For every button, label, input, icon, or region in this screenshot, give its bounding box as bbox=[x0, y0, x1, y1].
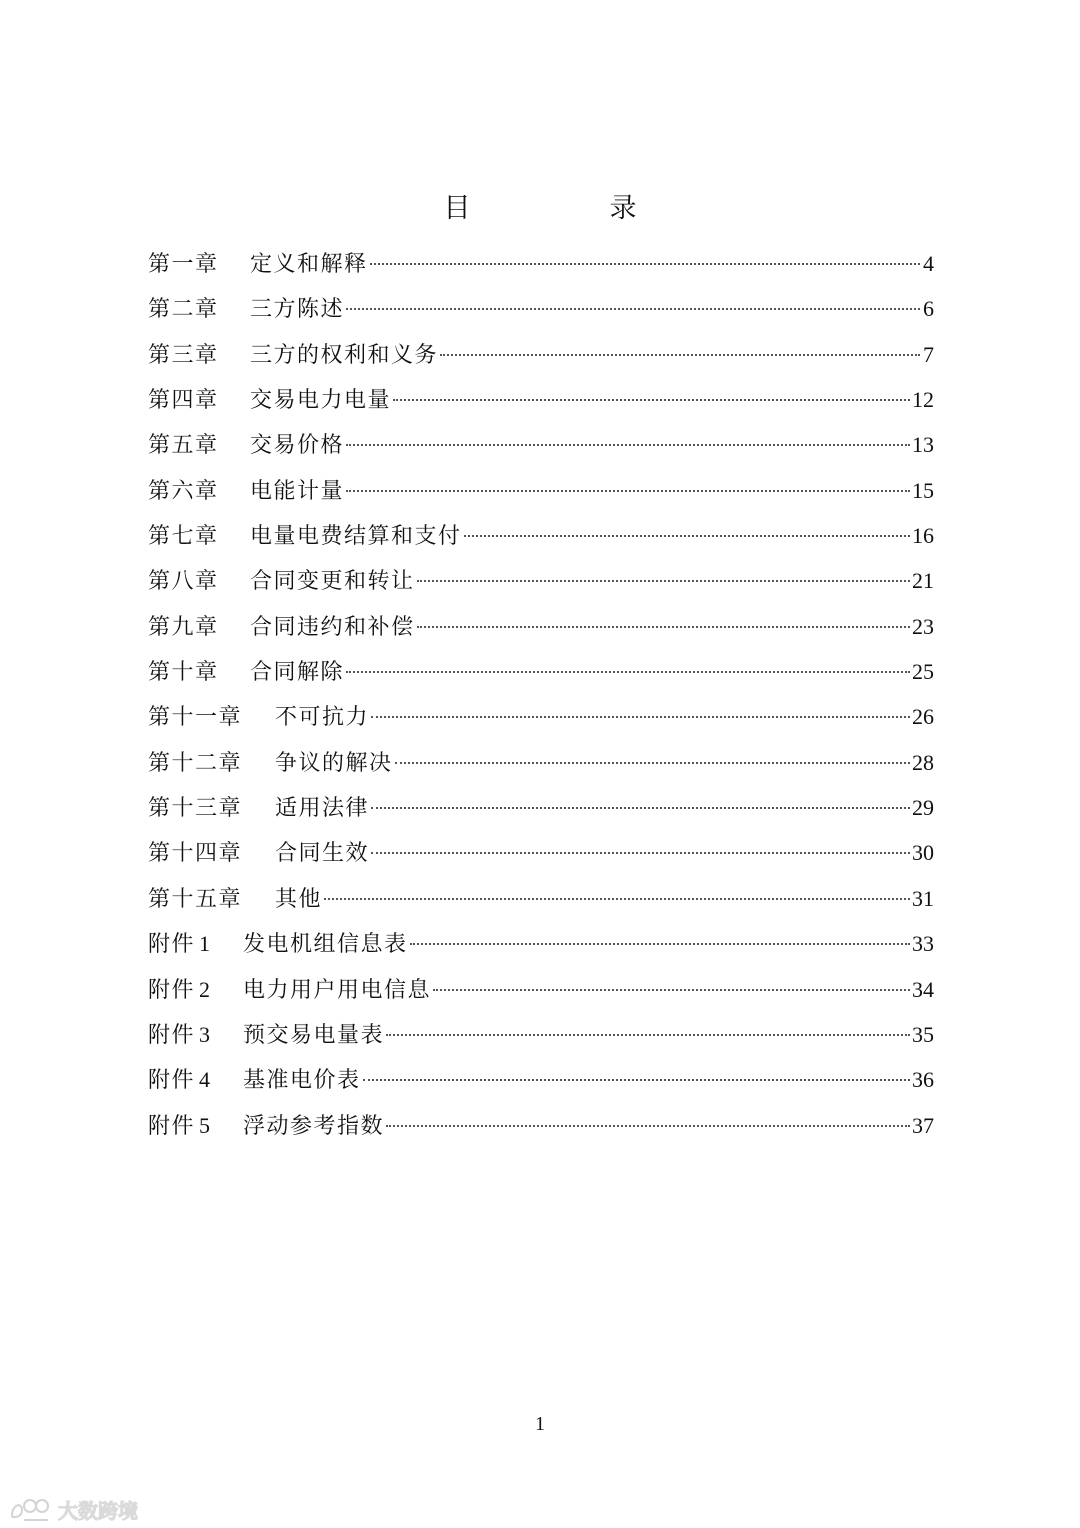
toc-entry-label-text: 第十二章 bbox=[148, 750, 243, 776]
toc-entry-page: 13 bbox=[912, 432, 934, 458]
toc-dot-leader bbox=[346, 444, 910, 446]
toc-dot-leader bbox=[324, 898, 910, 900]
toc-dot-leader bbox=[346, 671, 910, 673]
toc-entry-title: 基准电价表 bbox=[243, 1068, 361, 1094]
toc-entry-title: 定义和解释 bbox=[250, 252, 368, 277]
toc-entry-title: 三方陈述 bbox=[250, 297, 345, 323]
toc-entry-label bbox=[148, 608, 250, 648]
toc-entry-label bbox=[148, 245, 250, 285]
toc-entry-label bbox=[148, 562, 250, 602]
toc-entry[interactable] bbox=[148, 1106, 934, 1151]
toc-entry-label bbox=[148, 744, 275, 784]
toc-entry[interactable] bbox=[148, 833, 934, 878]
toc-entry-title: 电力用户用电信息 bbox=[243, 977, 432, 1003]
toc-entry-label bbox=[148, 1106, 243, 1147]
toc-entry-label-text: 第六章 bbox=[148, 478, 219, 504]
toc-dot-leader bbox=[464, 535, 910, 537]
toc-entry[interactable] bbox=[148, 652, 934, 697]
toc-dot-leader bbox=[410, 943, 910, 945]
dashuju-logo-icon bbox=[8, 1494, 54, 1524]
page-number: 1 bbox=[535, 1413, 545, 1435]
toc-entry-title: 争议的解决 bbox=[275, 750, 393, 776]
toc-entry-page: 15 bbox=[912, 477, 934, 503]
toc-dot-leader bbox=[395, 762, 910, 764]
toc-entry-title: 不可抗力 bbox=[275, 705, 370, 731]
toc-entry[interactable] bbox=[148, 244, 934, 289]
toc-entry-page: 37 bbox=[912, 1112, 934, 1138]
toc-dot-leader bbox=[346, 490, 910, 492]
toc-entry-page: 4 bbox=[923, 251, 934, 276]
toc-entry-label bbox=[148, 970, 243, 1011]
toc-entry-title: 交易电力电量 bbox=[250, 388, 392, 414]
toc-entry[interactable] bbox=[148, 788, 934, 833]
toc-dot-leader bbox=[346, 308, 920, 310]
toc-dot-leader bbox=[433, 989, 910, 991]
toc-entry-title: 其他 bbox=[275, 886, 323, 912]
toc-entry-label bbox=[148, 336, 250, 376]
toc-entry-page: 12 bbox=[912, 387, 934, 413]
toc-dot-leader bbox=[386, 1125, 910, 1127]
toc-entry-label bbox=[148, 472, 250, 512]
toc-entry[interactable] bbox=[148, 1060, 934, 1105]
toc-entry[interactable] bbox=[148, 471, 934, 516]
toc-entry-label-text: 第十章 bbox=[148, 660, 219, 686]
toc-entry-label bbox=[148, 381, 250, 421]
toc-entry-label-text: 附件 bbox=[148, 932, 196, 958]
toc-entry-label-text: 第八章 bbox=[148, 569, 219, 595]
watermark bbox=[8, 1494, 138, 1524]
toc-entry[interactable] bbox=[148, 607, 934, 652]
toc-entry-title: 适用法律 bbox=[275, 796, 370, 822]
toc-entry-number: 4 bbox=[199, 1067, 211, 1093]
toc-entry[interactable] bbox=[148, 970, 934, 1015]
toc-entry-label-text: 第二章 bbox=[148, 297, 219, 323]
toc-entry-number: 5 bbox=[199, 1112, 211, 1138]
toc-dot-leader bbox=[363, 1079, 910, 1081]
toc-entry-title: 合同变更和转让 bbox=[250, 569, 415, 595]
toc-entry-page: 31 bbox=[912, 885, 934, 911]
toc-entry-label-text: 第五章 bbox=[148, 433, 219, 459]
toc-entry[interactable] bbox=[148, 335, 934, 380]
toc-entry-page: 30 bbox=[912, 840, 934, 866]
toc-entry-title: 发电机组信息表 bbox=[243, 932, 408, 958]
toc-entry-label-text: 第十四章 bbox=[148, 841, 243, 867]
toc-entry-label bbox=[148, 880, 275, 920]
toc-dot-leader bbox=[371, 807, 910, 809]
toc-title: 目 录 bbox=[443, 193, 693, 224]
toc-entry-page: 16 bbox=[912, 523, 934, 549]
toc-entry-label bbox=[148, 789, 275, 829]
toc-entry-title: 电能计量 bbox=[250, 478, 345, 504]
toc-list bbox=[148, 244, 934, 1151]
toc-entry[interactable] bbox=[148, 879, 934, 924]
toc-dot-leader bbox=[371, 716, 910, 718]
toc-entry-page: 34 bbox=[912, 976, 934, 1002]
toc-entry-page: 25 bbox=[912, 659, 934, 685]
toc-entry-label-text: 第十五章 bbox=[148, 886, 243, 912]
toc-dot-leader bbox=[417, 626, 910, 628]
watermark-text: 大数跨境 bbox=[58, 1498, 138, 1523]
toc-entry-label-text: 第四章 bbox=[148, 388, 219, 414]
toc-entry-number: 2 bbox=[199, 976, 211, 1002]
toc-dot-leader bbox=[440, 354, 920, 356]
toc-entry-label bbox=[148, 924, 243, 965]
toc-entry-label-text: 附件 bbox=[148, 1022, 196, 1048]
toc-entry-page: 35 bbox=[912, 1021, 934, 1047]
toc-entry[interactable] bbox=[148, 425, 934, 470]
toc-entry-title: 合同生效 bbox=[275, 841, 370, 867]
toc-entry-page: 36 bbox=[912, 1067, 934, 1093]
toc-entry[interactable] bbox=[148, 380, 934, 425]
toc-entry-label bbox=[148, 1015, 243, 1056]
toc-entry-page: 21 bbox=[912, 568, 934, 594]
toc-entry-title: 交易价格 bbox=[250, 433, 345, 459]
toc-dot-leader bbox=[371, 852, 910, 854]
toc-entry-number: 3 bbox=[199, 1021, 211, 1047]
toc-entry-page: 29 bbox=[912, 795, 934, 821]
toc-entry[interactable] bbox=[148, 561, 934, 606]
toc-dot-leader bbox=[417, 580, 910, 582]
toc-entry-page: 33 bbox=[912, 931, 934, 957]
toc-entry[interactable] bbox=[148, 1015, 934, 1060]
toc-entry-label-text: 第七章 bbox=[148, 524, 219, 550]
toc-entry-label bbox=[148, 653, 250, 693]
toc-entry-page: 7 bbox=[923, 341, 934, 367]
toc-entry-title: 合同违约和补偿 bbox=[250, 614, 415, 640]
toc-entry-title: 预交易电量表 bbox=[243, 1022, 385, 1048]
toc-entry-title: 三方的权利和义务 bbox=[250, 342, 439, 368]
toc-entry-label-text: 附件 bbox=[148, 1068, 196, 1094]
toc-entry-label-text: 附件 bbox=[148, 977, 196, 1003]
toc-entry-title: 浮动参考指数 bbox=[243, 1113, 385, 1139]
toc-entry-label bbox=[148, 698, 275, 738]
toc-entry-title: 电量电费结算和支付 bbox=[250, 524, 462, 550]
toc-dot-leader bbox=[386, 1034, 910, 1036]
toc-entry-label-text: 第十一章 bbox=[148, 705, 243, 731]
toc-entry-label-text: 第十三章 bbox=[148, 796, 243, 822]
toc-entry-page: 6 bbox=[923, 296, 934, 322]
toc-entry-page: 26 bbox=[912, 704, 934, 730]
toc-entry[interactable] bbox=[148, 743, 934, 788]
toc-entry-label-text: 第一章 bbox=[148, 252, 219, 277]
toc-entry-label bbox=[148, 290, 250, 330]
toc-entry-number: 1 bbox=[199, 931, 211, 957]
toc-entry-label bbox=[148, 834, 275, 874]
toc-entry-page: 23 bbox=[912, 613, 934, 639]
toc-entry-page: 28 bbox=[912, 749, 934, 775]
toc-entry-label bbox=[148, 1060, 243, 1101]
toc-dot-leader bbox=[393, 399, 910, 401]
toc-entry[interactable] bbox=[148, 289, 934, 334]
toc-entry[interactable] bbox=[148, 924, 934, 969]
toc-entry-label-text: 第九章 bbox=[148, 614, 219, 640]
toc-entry[interactable] bbox=[148, 516, 934, 561]
toc-entry-label bbox=[148, 517, 250, 557]
toc-entry-label bbox=[148, 426, 250, 466]
toc-dot-leader bbox=[370, 263, 920, 265]
toc-entry-title: 合同解除 bbox=[250, 660, 345, 686]
toc-entry-label-text: 附件 bbox=[148, 1113, 196, 1139]
toc-entry-label-text: 第三章 bbox=[148, 342, 219, 368]
toc-entry[interactable] bbox=[148, 697, 934, 742]
